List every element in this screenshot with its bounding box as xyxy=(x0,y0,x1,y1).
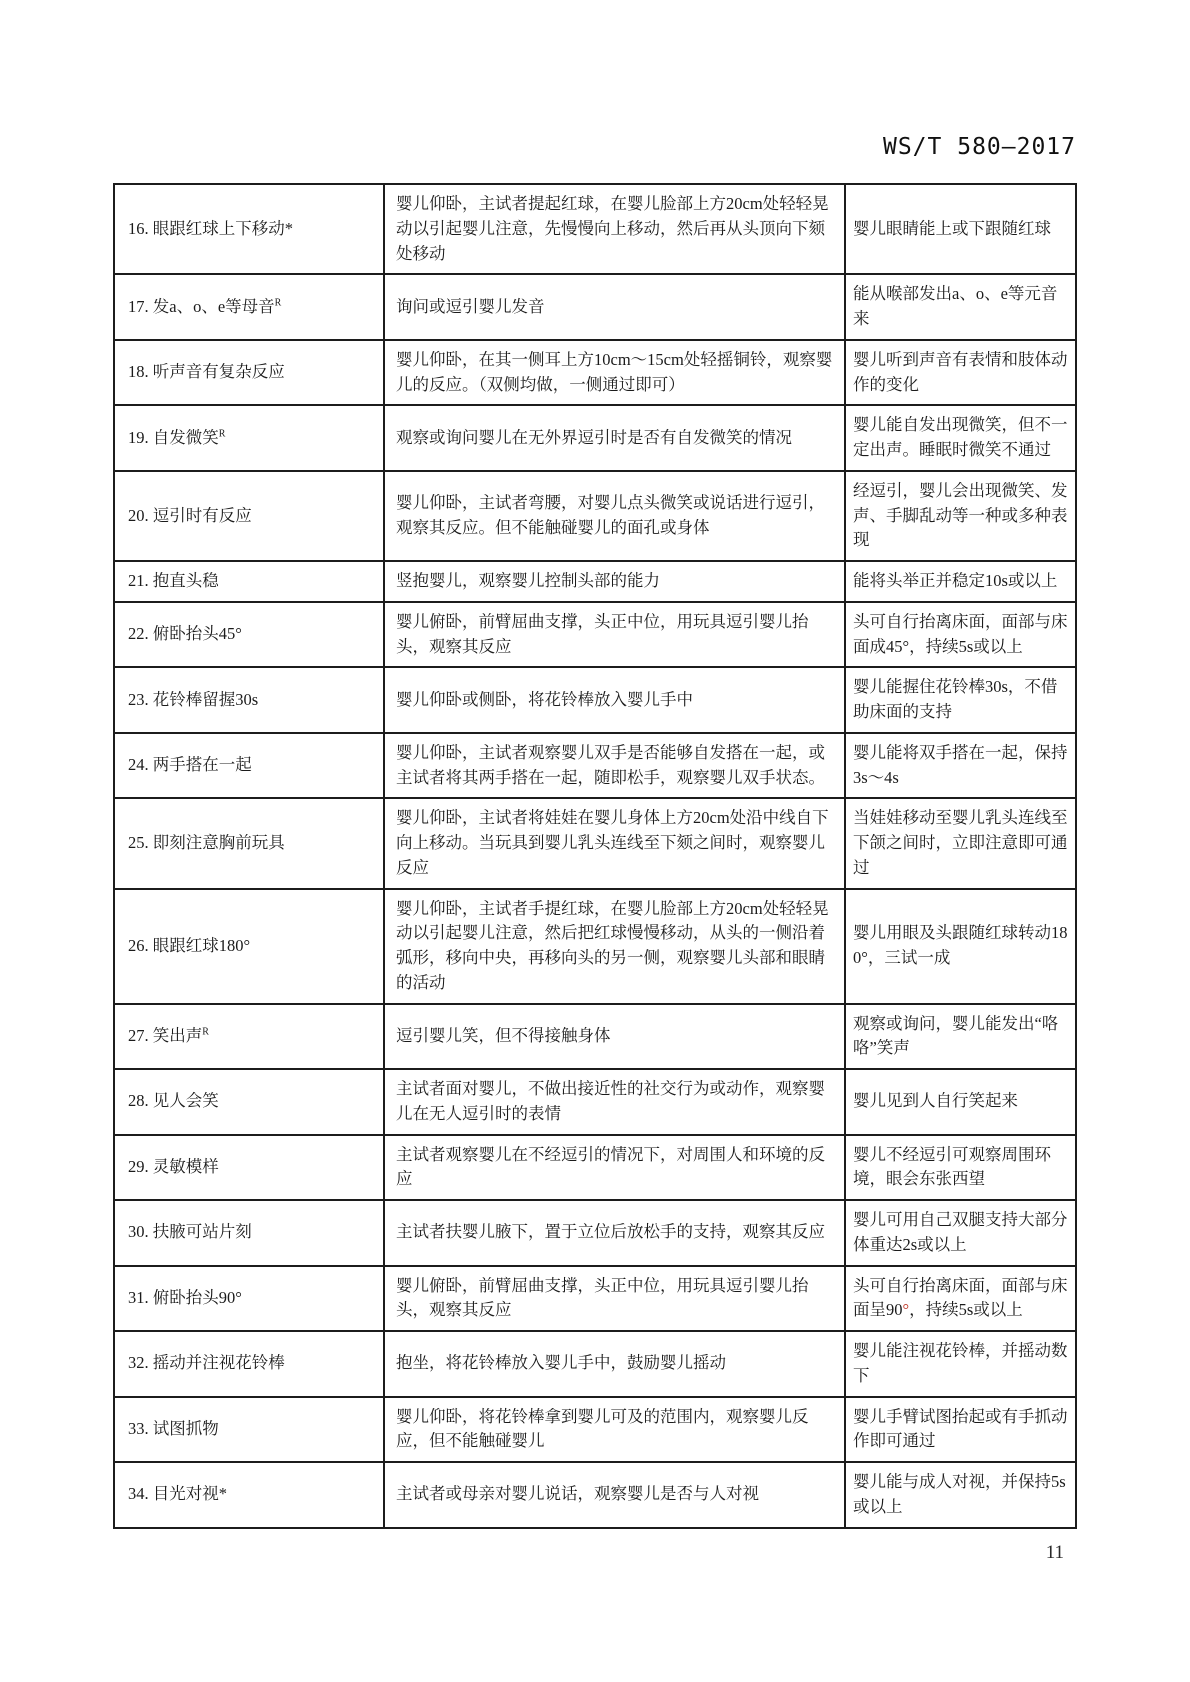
report-mark-superscript: R xyxy=(202,1026,209,1038)
pass-criteria-cell: 婴儿见到人自行笑起来 xyxy=(845,1069,1076,1135)
item-name-text: 23. 花铃棒留握30s xyxy=(128,689,259,709)
item-name-text: 33. 试图抓物 xyxy=(128,1418,219,1438)
item-name-cell xyxy=(114,1004,384,1070)
pass-criteria-cell: 婴儿可用自己双腿支持大部分体重达2s或以上 xyxy=(845,1200,1076,1266)
items-table-body xyxy=(114,184,1076,1528)
test-method-cell: 婴儿仰卧或侧卧，将花铃棒放入婴儿手中 xyxy=(384,667,845,733)
item-name-text: 28. 见人会笑 xyxy=(128,1091,219,1111)
pass-criteria-cell: 婴儿用眼及头跟随红球转动180°，三试一成 xyxy=(845,889,1076,1004)
test-method-cell: 竖抱婴儿，观察婴儿控制头部的能力 xyxy=(384,561,845,602)
item-name-text: 19. 自发微笑 xyxy=(128,427,219,447)
table-row xyxy=(114,405,1076,471)
table-row xyxy=(114,733,1076,799)
test-method-cell: 询问或逗引婴儿发音 xyxy=(384,274,845,340)
pass-criteria-cell: 经逗引，婴儿会出现微笑、发声、手脚乱动等一种或多种表现 xyxy=(845,471,1076,561)
pass-criteria-cell: 婴儿能注视花铃棒，并摇动数下 xyxy=(845,1331,1076,1397)
test-method-cell: 婴儿仰卧，主试者提起红球，在婴儿脸部上方20cm处轻轻晃动以引起婴儿注意，先慢慢向上移动，然后再从头顶向下颏处移动 xyxy=(384,184,845,274)
criteria-text-segment: ，持续5s或以上 xyxy=(909,1300,1023,1320)
pass-criteria-cell xyxy=(845,1266,1076,1332)
test-method-cell: 婴儿仰卧，主试者观察婴儿双手是否能够自发搭在一起，或主试者将其两手搭在一起，随即松手，观察婴儿双手状态。 xyxy=(384,733,845,799)
table-row xyxy=(114,274,1076,340)
table-row xyxy=(114,1397,1076,1463)
pass-criteria-cell: 能从喉部发出a、o、e等元音来 xyxy=(845,274,1076,340)
item-name-text: 22. 俯卧抬头45° xyxy=(128,624,242,644)
test-method-cell: 主试者面对婴儿，不做出接近性的社交行为或动作，观察婴儿在无人逗引时的表情 xyxy=(384,1069,845,1135)
item-name-text: 26. 眼跟红球180° xyxy=(128,935,251,955)
pass-criteria-cell: 婴儿能自发出现微笑，但不一定出声。睡眠时微笑不通过 xyxy=(845,405,1076,471)
test-method-cell: 婴儿仰卧，在其一侧耳上方10cm～15cm处轻摇铜铃，观察婴儿的反应。（双侧均做，一侧通过即可） xyxy=(384,340,845,406)
item-name-cell xyxy=(114,1331,384,1397)
table-row xyxy=(114,667,1076,733)
pass-criteria-cell: 婴儿不经逗引可观察周围环境，眼会东张西望 xyxy=(845,1135,1076,1201)
table-row xyxy=(114,602,1076,668)
item-name-text: 29. 灵敏模样 xyxy=(128,1156,219,1176)
test-method-cell: 观察或询问婴儿在无外界逗引时是否有自发微笑的情况 xyxy=(384,405,845,471)
item-name-cell xyxy=(114,1397,384,1463)
test-method-cell: 婴儿仰卧，将花铃棒拿到婴儿可及的范围内，观察婴儿反应，但不能触碰婴儿 xyxy=(384,1397,845,1463)
item-name-text: 17. 发a、o、e等母音 xyxy=(128,296,275,316)
test-method-cell: 主试者观察婴儿在不经逗引的情况下，对周围人和环境的反应 xyxy=(384,1135,845,1201)
table-row xyxy=(114,561,1076,602)
test-method-cell: 婴儿仰卧，主试者将娃娃在婴儿身体上方20cm处沿中线自下向上移动。当玩具到婴儿乳头连线至下颏之间时，观察婴儿反应 xyxy=(384,798,845,888)
pass-criteria-cell: 婴儿能与成人对视，并保持5s或以上 xyxy=(845,1462,1076,1528)
test-method-cell: 抱坐，将花铃棒放入婴儿手中，鼓励婴儿摇动 xyxy=(384,1331,845,1397)
test-method-cell: 婴儿仰卧，主试者手提红球，在婴儿脸部上方20cm处轻轻晃动以引起婴儿注意，然后把红球慢慢移动，从头的一侧沿着弧形，移向中央，再移向头的另一侧，观察婴儿头部和眼睛的活动 xyxy=(384,889,845,1004)
pass-criteria-cell: 当娃娃移动至婴儿乳头连线至下颌之间时，立即注意即可通过 xyxy=(845,798,1076,888)
assessment-items-table xyxy=(113,183,1077,1529)
item-name-text: 27. 笑出声 xyxy=(128,1025,203,1045)
item-name-text: 32. 摇动并注视花铃棒 xyxy=(128,1353,285,1373)
item-name-cell xyxy=(114,1462,384,1528)
item-name-cell xyxy=(114,798,384,888)
pass-criteria-cell: 观察或询问，婴儿能发出“咯咯”笑声 xyxy=(845,1004,1076,1070)
report-mark-superscript: R xyxy=(218,428,226,440)
item-name-text: 31. 俯卧抬头90° xyxy=(128,1287,242,1307)
test-method-cell: 主试者或母亲对婴儿说话，观察婴儿是否与人对视 xyxy=(384,1462,845,1528)
item-name-text: 21. 抱直头稳 xyxy=(128,571,219,590)
item-name-cell xyxy=(114,1266,384,1332)
item-name-cell xyxy=(114,1135,384,1201)
item-name-cell xyxy=(114,340,384,406)
pass-criteria-cell: 婴儿能将双手搭在一起，保持3s～4s xyxy=(845,733,1076,799)
item-name-text: 25. 即刻注意胸前玩具 xyxy=(128,833,285,852)
pass-criteria-cell: 能将头举正并稳定10s或以上 xyxy=(845,561,1076,602)
page-number: 11 xyxy=(1045,1542,1064,1563)
item-name-cell xyxy=(114,667,384,733)
item-name-cell xyxy=(114,602,384,668)
item-name-cell xyxy=(114,1069,384,1135)
test-method-cell: 主试者扶婴儿腋下，置于立位后放松手的支持，观察其反应 xyxy=(384,1200,845,1266)
item-name-cell xyxy=(114,274,384,340)
item-name-text: 30. 扶腋可站片刻 xyxy=(128,1222,252,1242)
item-name-cell xyxy=(114,184,384,274)
standard-number-header: WS/T 580—2017 xyxy=(882,134,1076,160)
test-method-cell: 逗引婴儿笑，但不得接触身体 xyxy=(384,1004,845,1070)
table-row xyxy=(114,1266,1076,1332)
pass-criteria-cell: 婴儿听到声音有表情和肢体动作的变化 xyxy=(845,340,1076,406)
item-name-text: 16. 眼跟红球上下移动* xyxy=(128,218,293,238)
item-name-text: 18. 听声音有复杂反应 xyxy=(128,362,285,382)
item-name-cell xyxy=(114,561,384,602)
criteria-text-segment: 头可自行抬离床面，面部与床面呈90 xyxy=(853,1275,1068,1320)
report-mark-superscript: R xyxy=(274,297,282,309)
table-row xyxy=(114,889,1076,1004)
item-name-text: 20. 逗引时有反应 xyxy=(128,505,252,525)
item-name-cell xyxy=(114,733,384,799)
table-row xyxy=(114,1331,1076,1397)
pass-criteria-cell: 婴儿眼睛能上或下跟随红球 xyxy=(845,184,1076,274)
item-name-cell xyxy=(114,405,384,471)
table-row xyxy=(114,1069,1076,1135)
item-name-text: 34. 目光对视* xyxy=(128,1484,227,1504)
table-row xyxy=(114,184,1076,274)
item-name-cell xyxy=(114,889,384,1004)
table-row xyxy=(114,471,1076,561)
item-name-text: 24. 两手搭在一起 xyxy=(128,755,252,775)
test-method-cell: 婴儿仰卧，主试者弯腰，对婴儿点头微笑或说话进行逗引，观察其反应。但不能触碰婴儿的面孔或身体 xyxy=(384,471,845,561)
pass-criteria-cell: 头可自行抬离床面，面部与床面成45°，持续5s或以上 xyxy=(845,602,1076,668)
item-name-cell xyxy=(114,1200,384,1266)
table-row xyxy=(114,1004,1076,1070)
pass-criteria-cell: 婴儿能握住花铃棒30s，不借助床面的支持 xyxy=(845,667,1076,733)
table-row xyxy=(114,340,1076,406)
test-method-cell: 婴儿俯卧，前臂屈曲支撑，头正中位，用玩具逗引婴儿抬头，观察其反应 xyxy=(384,1266,845,1332)
item-name-cell xyxy=(114,471,384,561)
table-row xyxy=(114,1200,1076,1266)
test-method-cell: 婴儿俯卧，前臂屈曲支撑，头正中位，用玩具逗引婴儿抬头，观察其反应 xyxy=(384,602,845,668)
pass-criteria-cell: 婴儿手臂试图抬起或有手抓动作即可通过 xyxy=(845,1397,1076,1463)
table-row xyxy=(114,1462,1076,1528)
criteria-text-segment: ° xyxy=(902,1300,910,1320)
table-row xyxy=(114,798,1076,888)
table-row xyxy=(114,1135,1076,1201)
